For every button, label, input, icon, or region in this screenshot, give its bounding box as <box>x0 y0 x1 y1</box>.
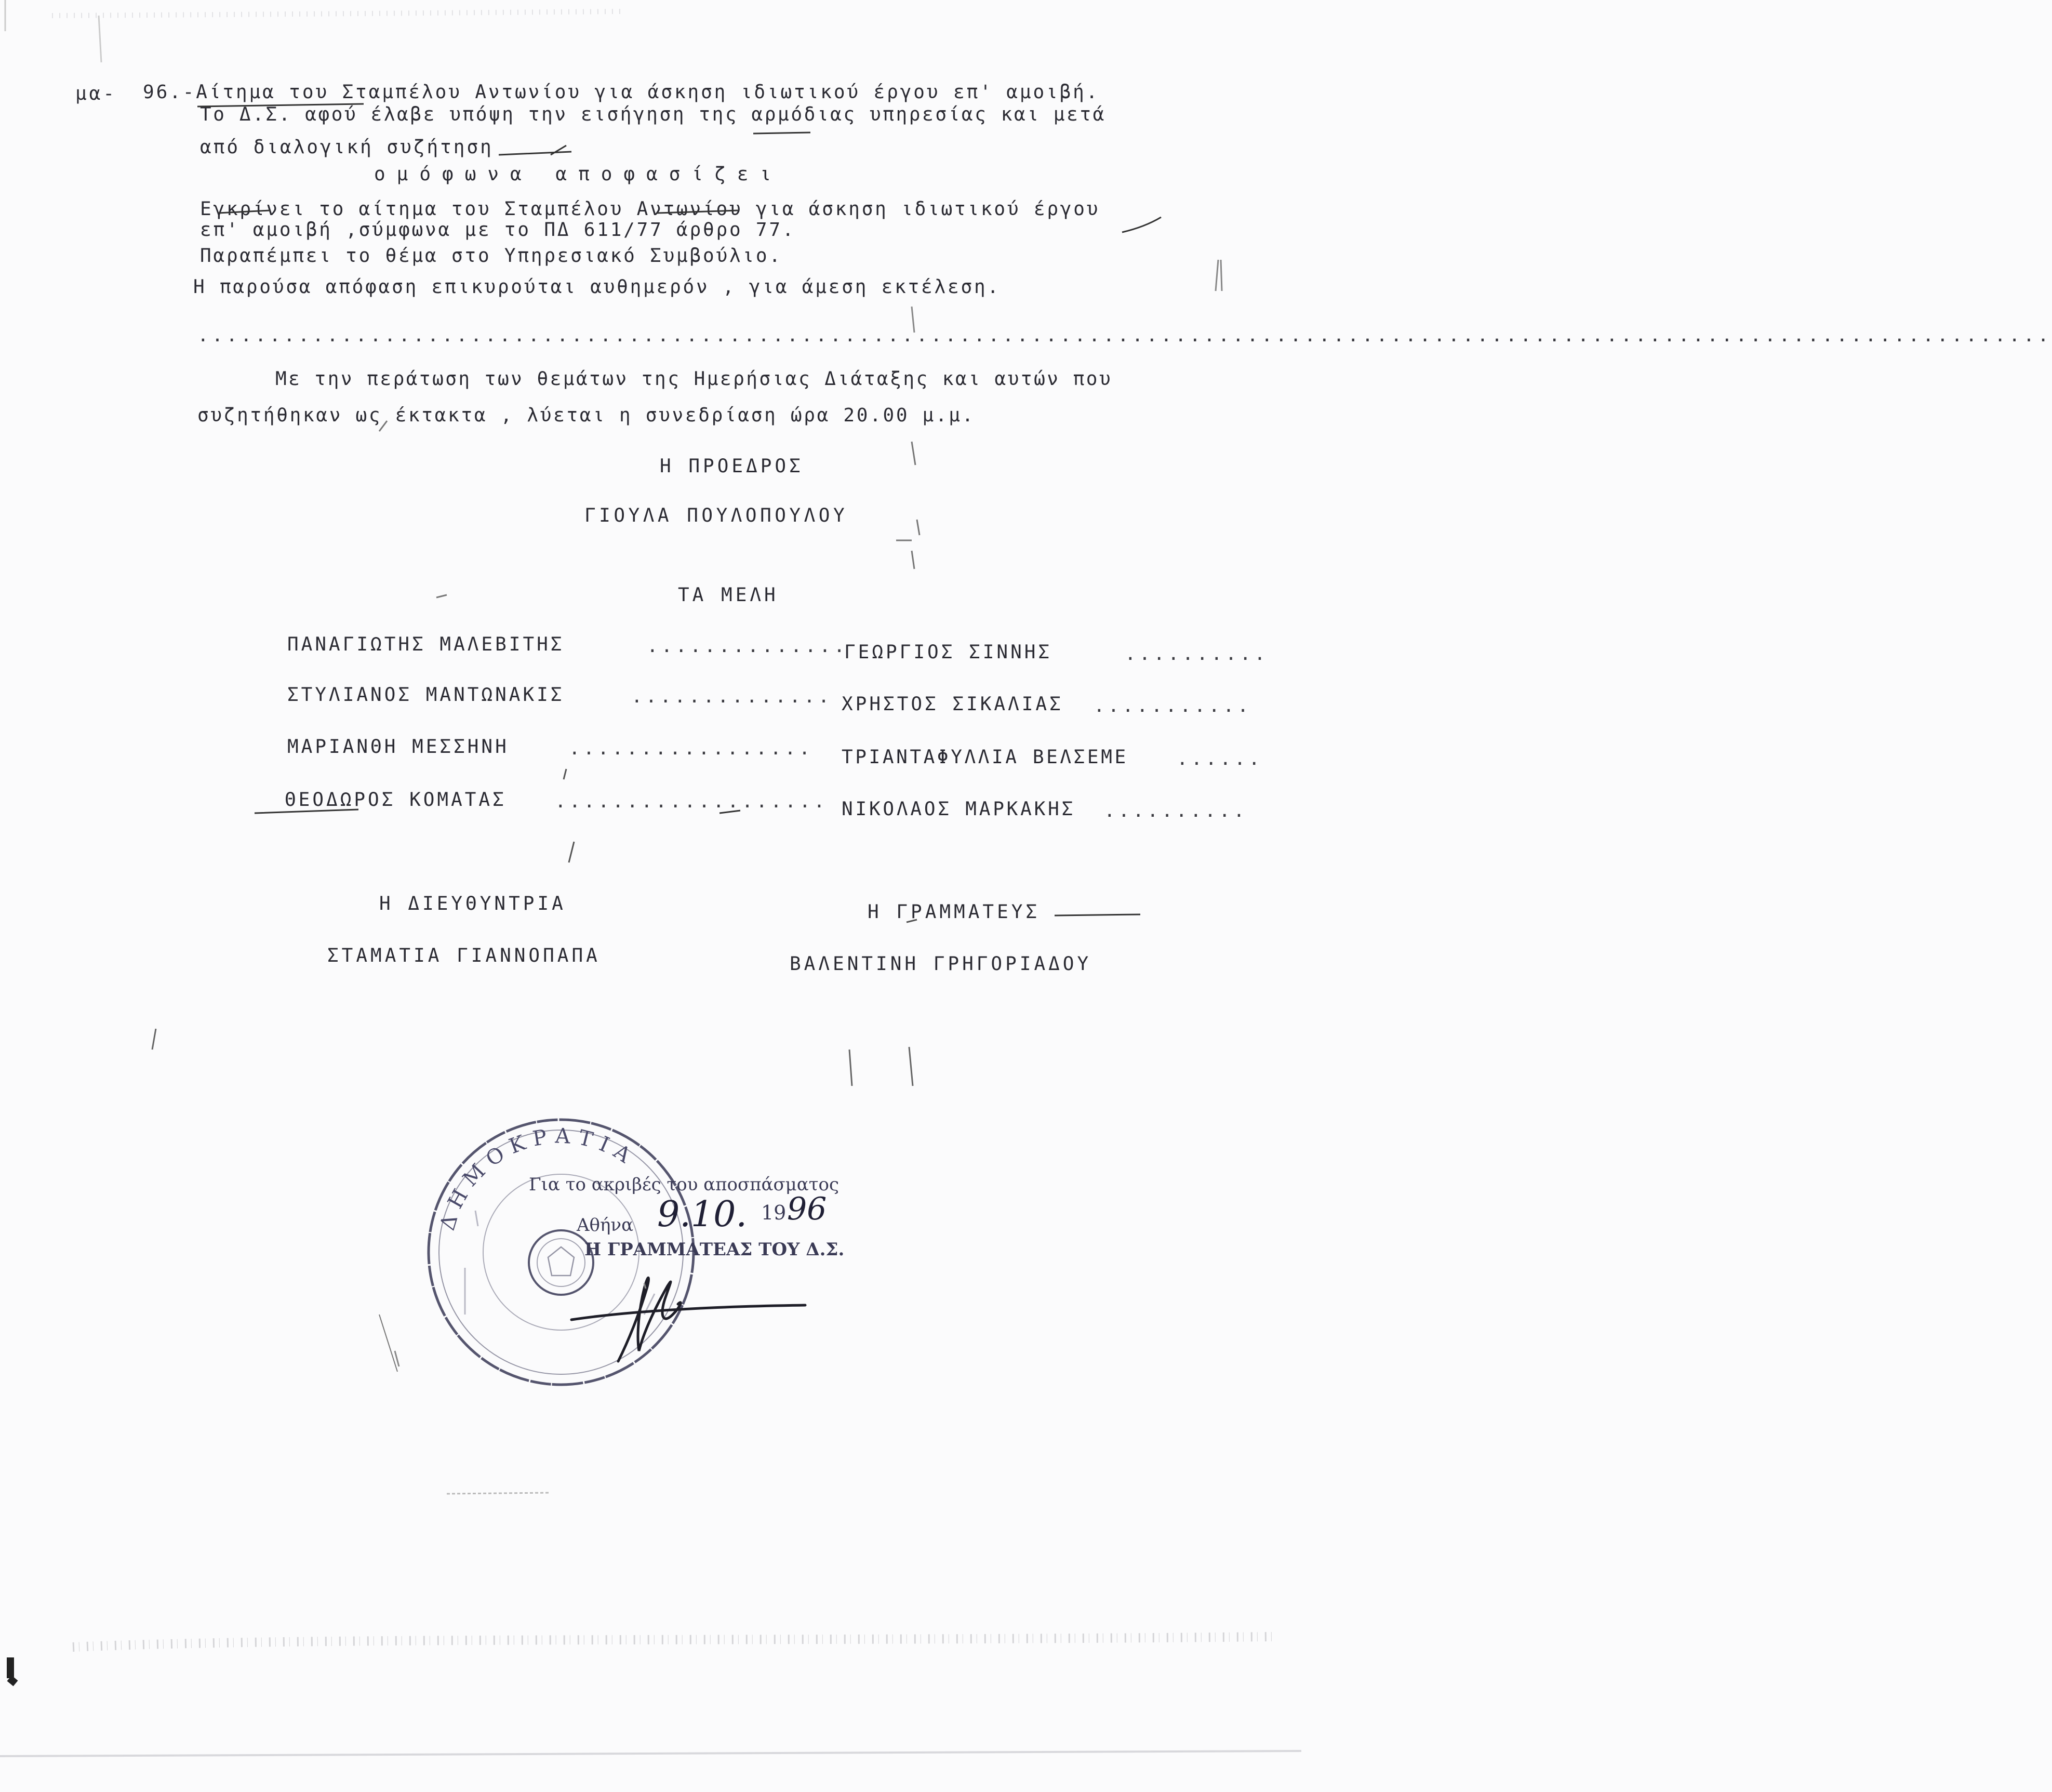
member-dots-1b: .......... <box>1125 643 1269 665</box>
member-dots-3: ................. <box>569 738 814 759</box>
decision-line-3: Παραπέμπει το θέμα στο Υπηρεσιακό Συμβούλιο. <box>200 245 782 267</box>
item-line-1: Το Δ.Σ. αφού έλαβε υπόψη την εισήγηση της αρμόδιας υπηρεσίας και μετά <box>200 104 1106 125</box>
decision-heading: ομόφωνα αποφασίζει <box>374 164 783 185</box>
member-left-1: ΠΑΝΑΓΙΩΤΗΣ ΜΑΛΕΒΙΤΗΣ <box>287 634 565 655</box>
member-left-4: ΘΕΟΔΩΡΟΣ ΚΟΜΑΤΑΣ <box>285 789 507 811</box>
director-title: Η ΔΙΕΥΘΥΝΤΡΙΑ <box>379 893 566 914</box>
member-right-4: ΝΙΚΟΛΑΟΣ ΜΑΡΚΑΚΗΣ <box>842 799 1076 820</box>
closing-line-2: συζητήθηκαν ως έκτακτα , λύεται η συνεδρίαση ώρα 20.00 μ.μ. <box>197 405 976 426</box>
item-title: 96.-Αίτημα του Σταμπέλου Αντωνίου για άσκηση ιδιωτικού έργου επ' αμοιβή. <box>143 82 1100 103</box>
member-dots-4: ................... <box>555 791 828 812</box>
item-line-2: από διαλογική συζήτηση <box>200 137 494 158</box>
secretary-name: ΒΑΛΕΝΤΙΝΗ ΓΡΗΓΟΡΙΑΔΟΥ <box>790 953 1092 975</box>
decision-line-1: Εγκρίνει το αίτημα του Σταμπέλου Αντωνίου για άσκηση ιδιωτικού έργου <box>200 198 1100 220</box>
certification-year: 96 <box>787 1191 827 1227</box>
certification-line-3: Η ΓΡΑΜΜΑΤΕΑΣ ΤΟΥ Δ.Σ. <box>584 1239 845 1260</box>
decision-line-2: επ' αμοιβή ,σύμφωνα με το ΠΔ 611/77 άρθρο 77. <box>200 219 796 241</box>
closing-line-1: Με την περάτωση των θεμάτων της Ημερήσιας Διάταξης και αυτών που <box>275 368 1113 390</box>
president-title: Η ΠΡΟΕΔΡΟΣ <box>660 456 804 477</box>
member-dots-2: .............. <box>631 686 833 707</box>
member-left-2: ΣΤΥΛΙΑΝΟΣ ΜΑΝΤΩΝΑΚΙΣ <box>287 684 565 706</box>
member-right-1: ΓΕΩΡΓΙΟΣ ΣΙΝΝΗΣ <box>844 642 1052 663</box>
certification-year-prefix: 19 <box>761 1201 787 1224</box>
certification-line-1: Για το ακριβές του αποσπάσματος <box>529 1174 840 1195</box>
member-dots-1: .............. <box>647 635 848 657</box>
margin-label: μα- <box>75 83 117 104</box>
decision-line-4: Η παρούσα απόφαση επικυρούται αυθημερόν , για άμεση εκτέλεση. <box>193 276 1001 298</box>
secretary-title: Η ΓΡΑΜΜΑΤΕΥΣ <box>868 901 1041 923</box>
member-right-2: ΧΡΗΣΤΟΣ ΣΙΚΑΛΙΑΣ <box>842 694 1063 715</box>
member-right-3: ΤΡΙΑΝΤΑΦΥΛΛΙΑ ΒΕΛΣΕΜΕ <box>842 747 1128 768</box>
member-dots-2b: ........... <box>1094 695 1252 716</box>
member-dots-3b: ...... <box>1177 748 1263 769</box>
member-left-3: ΜΑΡΙΑΝΘΗ ΜΕΣΣΗΝΗ <box>287 736 509 758</box>
separator-dots: ................................................................................................................................. <box>197 325 2052 346</box>
certification-place: Αθήνα <box>577 1215 634 1236</box>
director-name: ΣΤΑΜΑΤΙΑ ΓΙΑΝΝΟΠΑΠΑ <box>327 945 601 966</box>
members-heading: ΤΑ ΜΕΛΗ <box>678 585 779 606</box>
certification-date: 9.10. <box>657 1194 748 1235</box>
stamp-text-path: ΔΗΜΟΚΡΑΤΙΑ <box>435 1124 641 1233</box>
member-dots-4b: .......... <box>1104 800 1248 821</box>
president-name: ΓΙΟΥΛΑ ΠΟΥΛΟΠΟΥΛΟΥ <box>584 505 848 526</box>
